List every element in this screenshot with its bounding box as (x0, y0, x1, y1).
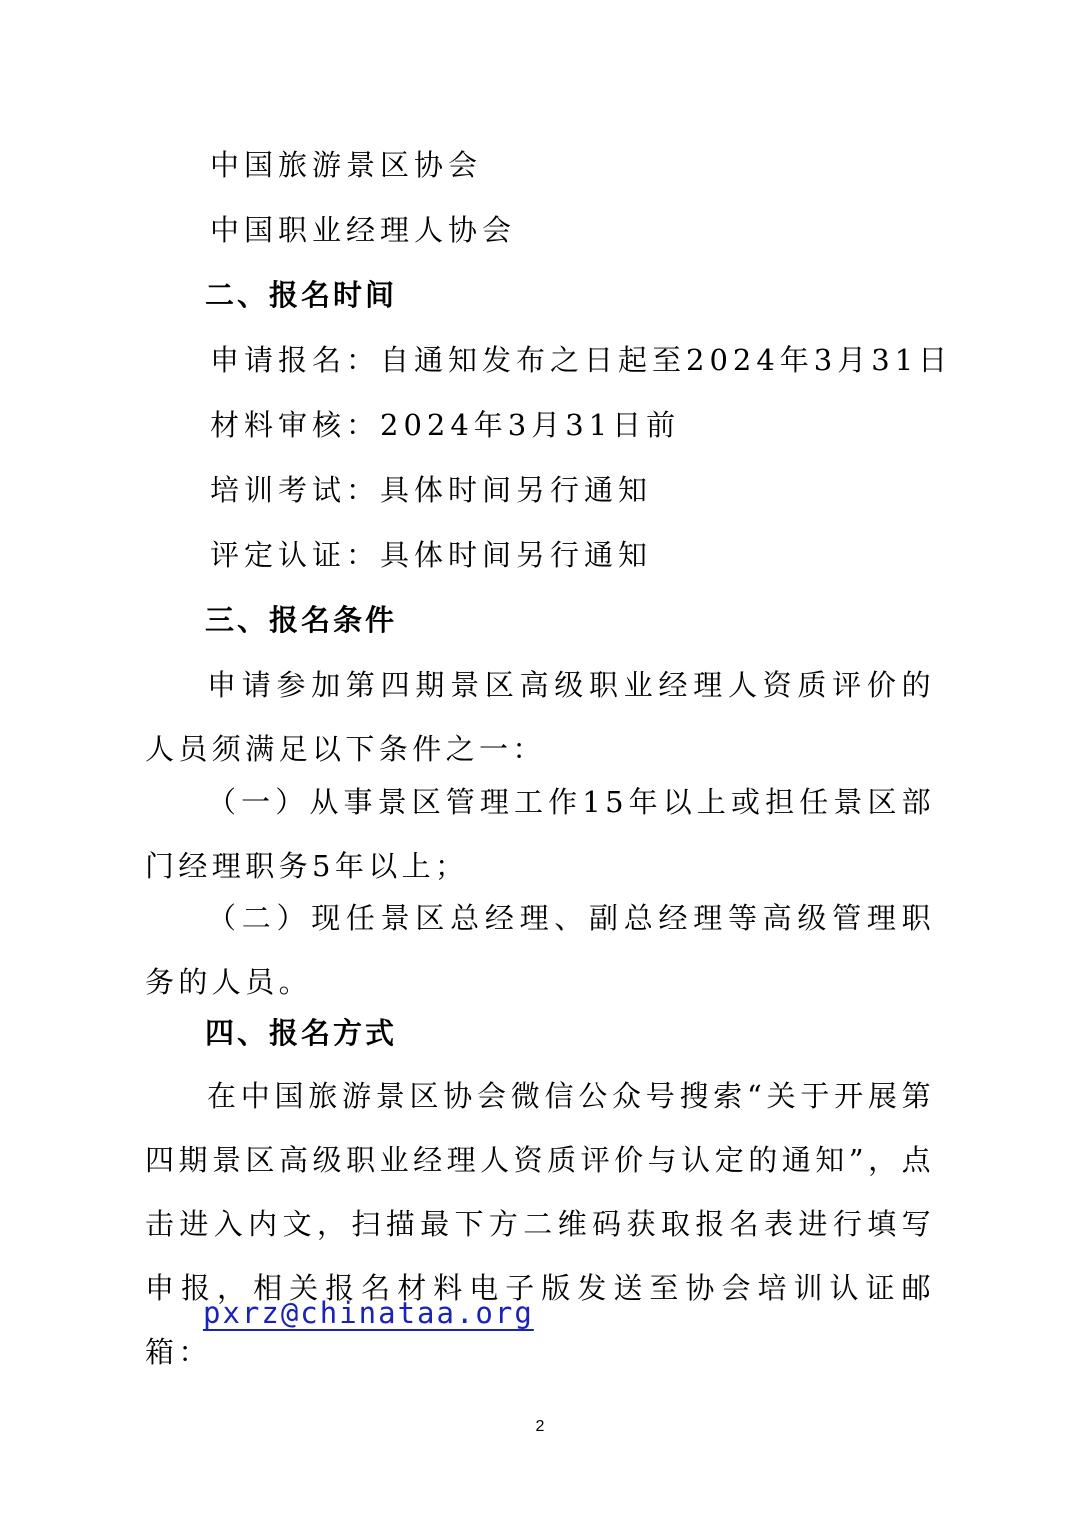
conditions-intro-paragraph: 申请参加第四期景区高级职业经理人资质评价的人员须满足以下条件之一： (145, 668, 935, 766)
organizer-line: 中国职业经理人协会 (210, 213, 517, 247)
organizer-line: 中国旅游景区协会 (210, 148, 483, 182)
schedule-item: 材料审核：2024年3月31日前 (210, 408, 681, 442)
section-heading-registration-time: 二、报名时间 (205, 278, 398, 312)
condition-item: （一）从事景区管理工作15年以上或担任景区部门经理职务5年以上； (145, 785, 935, 883)
section-heading-registration-method: 四、报名方式 (205, 1016, 398, 1050)
registration-method-paragraph: 在中国旅游景区协会微信公众号搜索“关于开展第四期景区高级职业经理人资质评价与认定的通知”，点击进入内文，扫描最下方二维码获取报名表进行填写申报，相关报名材料电子版发送至协会培训认证邮箱： (145, 1079, 935, 1369)
schedule-item: 评定认证：具体时间另行通知 (210, 538, 653, 572)
section-heading-registration-conditions: 三、报名条件 (205, 603, 398, 637)
schedule-item: 申请报名：自通知发布之日起至2024年3月31日 (210, 343, 953, 377)
contact-email-link[interactable]: pxrz@chinataa.org (203, 1296, 534, 1330)
page-number: 2 (535, 1418, 545, 1435)
condition-item: （二）现任景区总经理、副总经理等高级管理职务的人员。 (145, 901, 935, 999)
schedule-item: 培训考试：具体时间另行通知 (210, 473, 653, 507)
